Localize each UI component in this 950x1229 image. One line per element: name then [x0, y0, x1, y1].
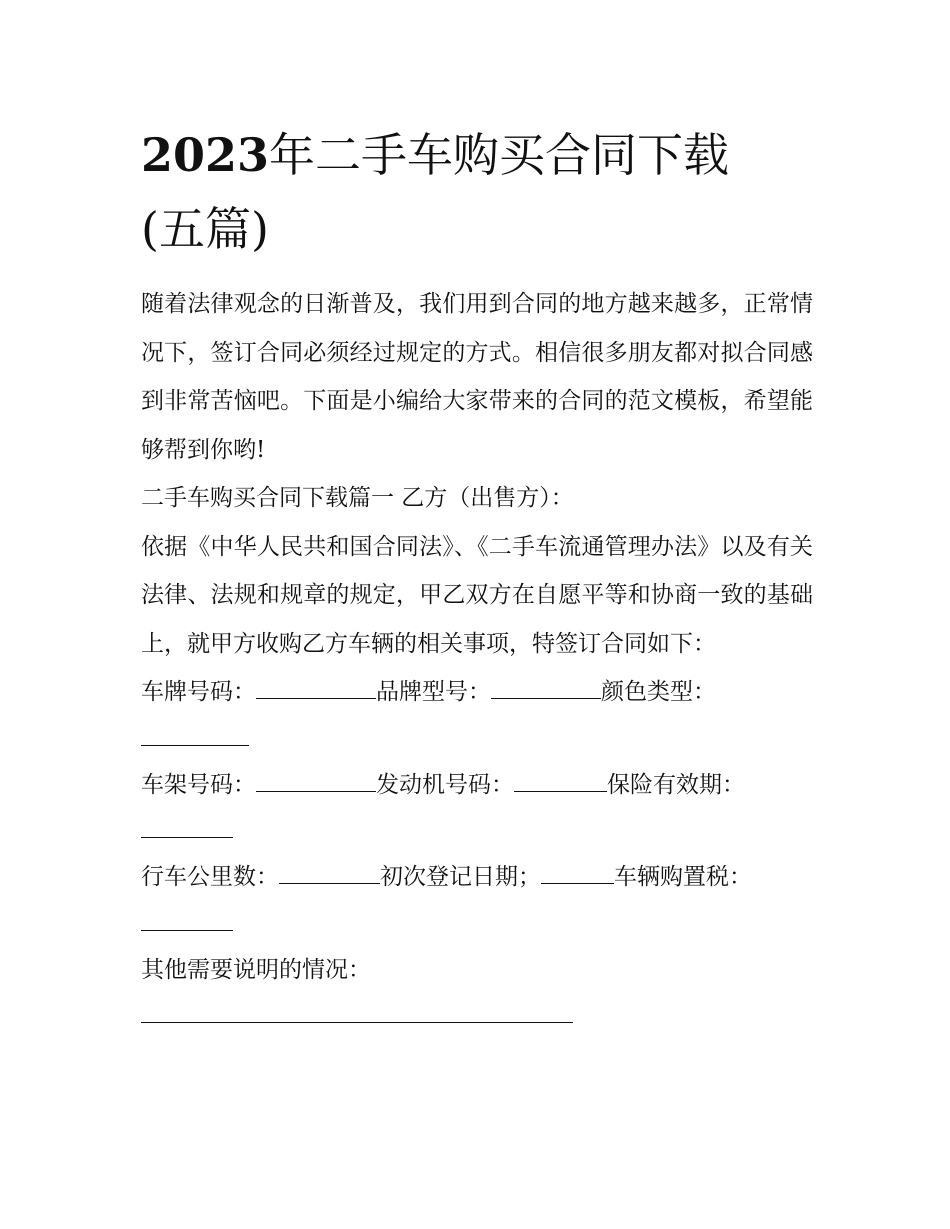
blank-mileage[interactable]: [279, 863, 380, 884]
field-row-other-continued: [141, 994, 813, 1038]
document-page: [141, 118, 813, 1038]
label-insurance-validity: 保险有效期：: [607, 771, 745, 798]
blank-insurance-validity[interactable]: [141, 817, 233, 838]
label-brand-model: 品牌型号：: [376, 679, 491, 705]
section-heading: 二手车购买合同下载篇一 乙方（出售方）：: [141, 485, 574, 511]
field-row-vin: [141, 761, 813, 810]
title-year: 2023: [141, 128, 270, 182]
field-row-plate-continued: [141, 717, 813, 761]
blank-engine-number[interactable]: [514, 771, 607, 792]
label-plate-number: 车牌号码：: [141, 679, 256, 705]
field-row-plate: [141, 668, 813, 717]
blank-plate-number[interactable]: [256, 678, 376, 699]
blank-brand-model[interactable]: [491, 678, 601, 699]
blank-first-registration[interactable]: [541, 863, 614, 884]
intro-paragraph: 随着法律观念的日渐普及，我们用到合同的地方越来越多，正常情况下，签订合同必须经过规定的方式。相信很多朋友都对拟合同感到非常苦恼吧。下面是小编给大家带来的合同的范文模板，希望能够帮到你哟!: [141, 291, 813, 463]
blank-purchase-tax[interactable]: [141, 910, 233, 931]
label-other-notes: 其他需要说明的情况：: [141, 956, 371, 983]
label-color-type: 颜色类型：: [601, 679, 716, 705]
label-purchase-tax: 车辆购置税：: [614, 864, 752, 890]
basis-paragraph: 依据《中华人民共和国合同法》、《二手车流通管理办法》以及有关法律、法规和规章的规定，甲乙双方在自愿平等和协商一致的基础上，就甲方收购乙方车辆的相关事项，特签订合同如下：: [141, 533, 813, 657]
field-row-mileage-continued: [141, 902, 813, 946]
blank-color-type[interactable]: [141, 725, 249, 746]
blank-vin[interactable]: [256, 771, 376, 792]
blank-other-notes[interactable]: [141, 1002, 573, 1023]
label-mileage: 行车公里数：: [141, 864, 279, 890]
label-engine-number: 发动机号码：: [376, 771, 514, 798]
title-main: 年二手车购买合同下载: [269, 128, 730, 182]
label-vin: 车架号码：: [141, 771, 256, 798]
document-title: [141, 118, 813, 266]
label-first-registration: 初次登记日期；: [380, 864, 541, 890]
field-row-vin-continued: [141, 809, 813, 853]
field-row-other: [141, 946, 813, 995]
field-row-mileage: [141, 853, 813, 902]
title-subtitle: (五篇): [141, 202, 269, 256]
